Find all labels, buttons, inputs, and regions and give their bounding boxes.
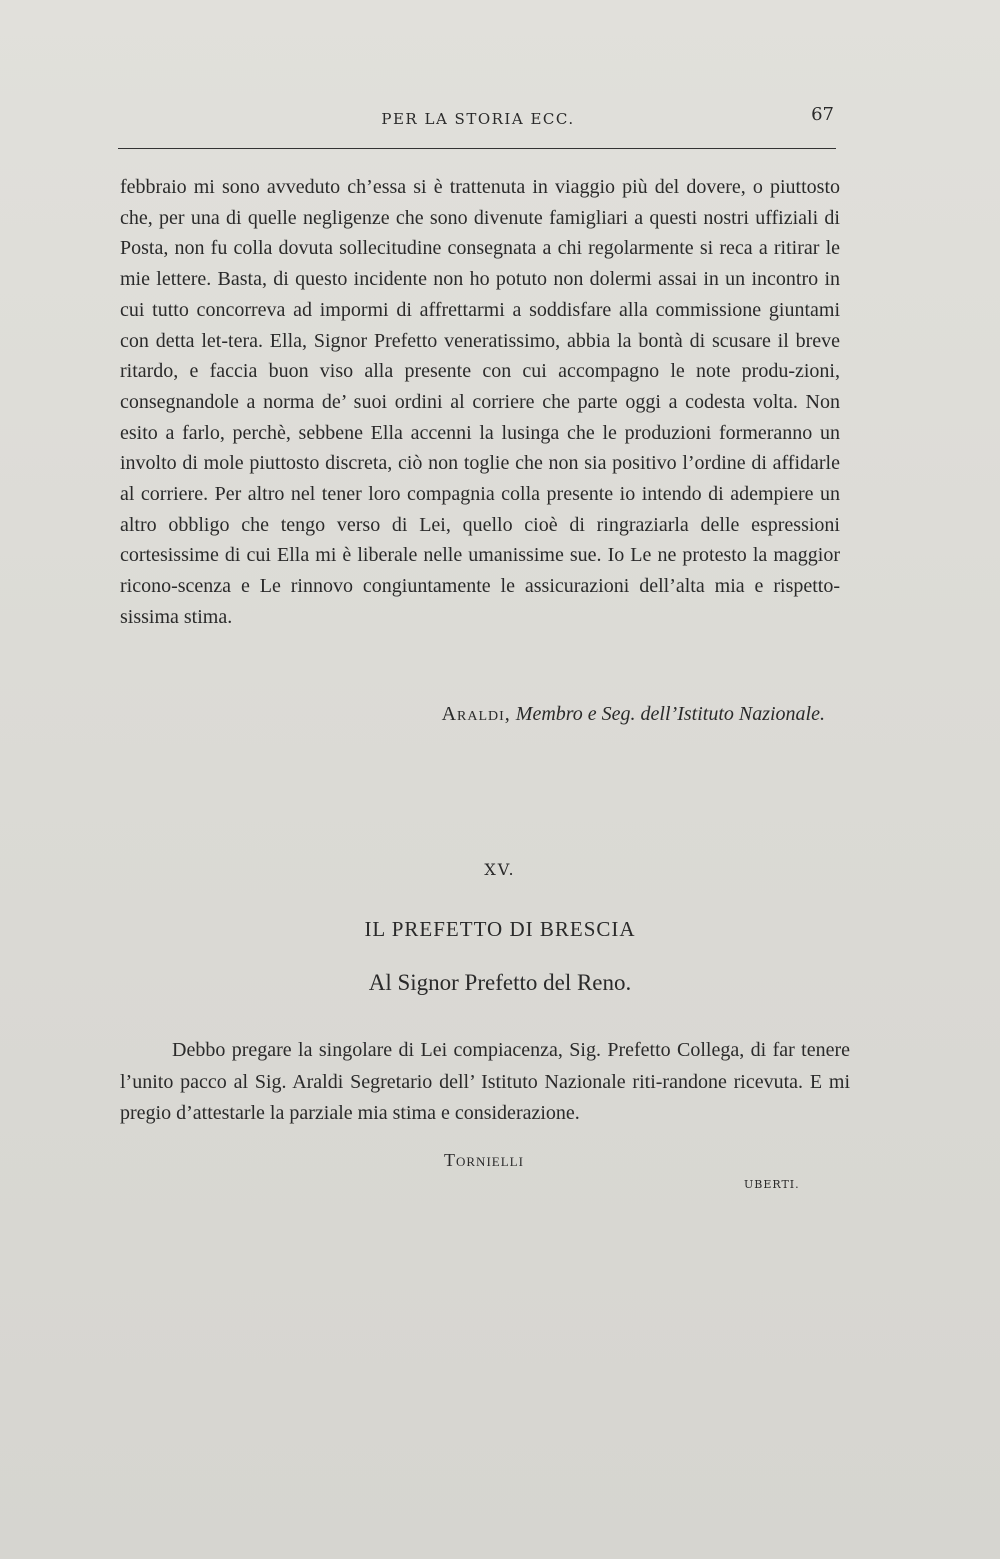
section-number: XV. [484, 860, 516, 879]
page-number: 67 [811, 104, 834, 125]
brescia-letter-paragraph: Debbo pregare la singolare di Lei compiacenza, Sig. Prefetto Collega, di far tenere l’unito pacco al Sig. Araldi Segretario dell’ Istituto Nazionale riti-randone ricevuta. E mi pregio d’attestarle la parziale mia stima e considerazione. [120, 1039, 850, 1124]
signature-role: Membro e Seg. dell’Istituto Nazionale. [515, 703, 825, 725]
tornielli-signature: Tornielli [444, 1150, 524, 1170]
uberti-countersignature: UBERTI. [744, 1178, 800, 1191]
signature-name: Araldi, [441, 703, 511, 725]
running-title: PER LA STORIA ECC. [381, 110, 575, 128]
section-title: IL PREFETTO DI BRESCIA [364, 917, 636, 941]
araldi-signature [120, 703, 825, 726]
letter-continuation-paragraph: febbraio mi sono avveduto ch’essa si è trattenuta in viaggio più del dovere, o piuttosto che, per una di quelle negligenze che sono divenute famigliari a questi nostri uffiziali di Posta, non fu colla dovuta sollecitudine consegnata a chi regolarmente si reca a ritirar le mie lettere. Basta, di questo incidente non ho potuto non dolermi assai in un incontro in cui tutto concorreva ad impormi di affrettarmi a soddisfare alla commissione giuntami con detta let-tera. Ella, Signor Prefetto veneratissimo, abbia la bontà di scusare il breve ritardo, e faccia buon viso alla presente con cui accompagno le note produ-zioni, consegnandole a norma de’ suoi ordini al corriere che parte oggi a codesta volta. Non esito a farlo, perchè, sebbene Ella accenni la lusinga che le produzioni formeranno un involto di mole piuttosto discreta, ciò non toglie che non sia positivo l’ordine di affidarle al corriere. Per altro nel tener loro compagnia colla presente io intendo di adempiere un altro obbligo che tengo verso di Lei, quello cioè di ringraziarla delle espressioni cortesissime di cui Ella mi è liberale nelle umanissime sue. Io Le ne protesto la maggior ricono-scenza e Le rinnovo congiuntamente le assicurazioni dell’alta mia e rispetto-sissima stima. [120, 176, 840, 628]
running-head [118, 104, 838, 132]
section-subtitle: Al Signor Prefetto del Reno. [368, 970, 632, 995]
header-rule [118, 148, 836, 149]
